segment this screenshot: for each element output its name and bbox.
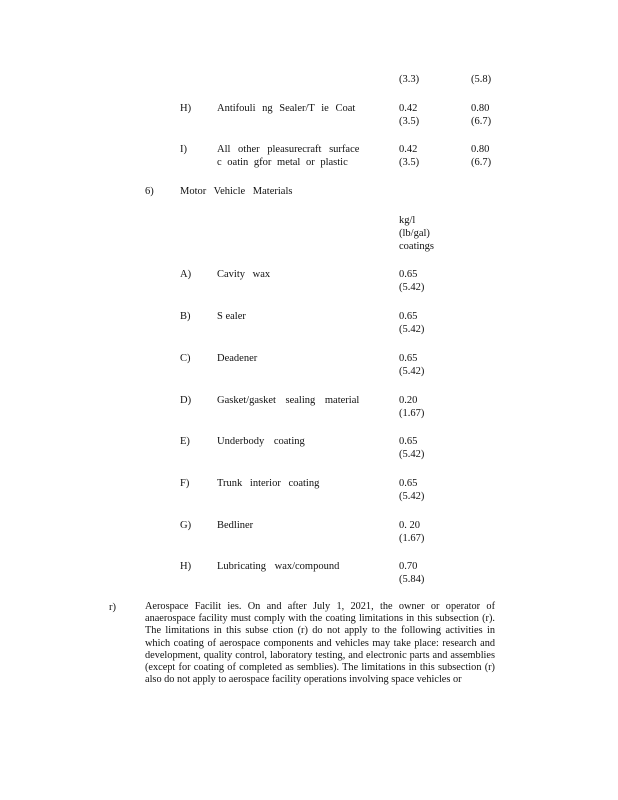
value-2a: 0.80 — [471, 144, 490, 155]
item-value-1: 0.65 — [399, 311, 418, 322]
item-text-line2: c oatin gfor metal or plastic — [217, 157, 348, 168]
item-label: E) — [180, 436, 190, 447]
item-label: G) — [180, 520, 192, 531]
item-value-2: (1.67) — [399, 533, 425, 544]
item-label: B) — [180, 311, 191, 322]
item-text: Deadener — [217, 353, 258, 364]
item-label: I) — [180, 144, 187, 155]
item-text: Cavity wax — [217, 269, 271, 280]
section-label: r) — [109, 602, 116, 613]
value-1a: 0.42 — [399, 144, 418, 155]
item-value-2: (5.42) — [399, 366, 425, 377]
section-number: 6) — [145, 186, 154, 197]
item-value-2: (5.42) — [399, 449, 425, 460]
item-value-1: 0. 20 — [399, 520, 420, 531]
item-value-2: (1.67) — [399, 408, 425, 419]
item-value-1: 0.20 — [399, 395, 418, 406]
item-label: H) — [180, 103, 192, 114]
item-text: Gasket/gasket sealing material — [217, 395, 360, 406]
value-2b: (6.7) — [471, 116, 492, 127]
value-1a: 0.42 — [399, 103, 418, 114]
top-value-2: (5.8) — [471, 74, 492, 85]
item-label: D) — [180, 395, 192, 406]
value-1b: (3.5) — [399, 157, 420, 168]
item-label: C) — [180, 353, 191, 364]
item-value-1: 0.65 — [399, 353, 418, 364]
section-paragraph: Aerospace Facilit ies. On and after July 1, 2021, the owner or operator of anaerospace facility must comply with the coating limitations in this subsection (r). The limitations in this subse ction (r) do not apply to the following activities in which coating of aerospace components and vehicles may take place: research and development, quality control, laboratory testing, and electronic parts and assemblies (except for coating of completed as semblies). The limitations in this subsection (r) also do not apply to aerospace facility operations involving space vehicles or — [145, 601, 495, 686]
units-line-2: (lb/gal) — [399, 228, 430, 239]
item-text: Trunk interior coating — [217, 478, 320, 489]
units-line-3: coatings — [399, 241, 434, 252]
value-2a: 0.80 — [471, 103, 490, 114]
item-label: F) — [180, 478, 190, 489]
item-value-2: (5.42) — [399, 324, 425, 335]
item-value-2: (5.84) — [399, 574, 425, 585]
item-value-2: (5.42) — [399, 282, 425, 293]
item-label: A) — [180, 269, 192, 280]
item-value-1: 0.70 — [399, 561, 418, 572]
value-1b: (3.5) — [399, 116, 420, 127]
section-title: Motor Vehicle Materials — [180, 186, 293, 197]
item-text: S ealer — [217, 311, 246, 322]
item-label: H) — [180, 561, 192, 572]
value-2b: (6.7) — [471, 157, 492, 168]
item-text: Underbody coating — [217, 436, 305, 447]
item-value-2: (5.42) — [399, 491, 425, 502]
top-value-1: (3.3) — [399, 74, 420, 85]
item-text: Lubricating wax/compound — [217, 561, 340, 572]
item-text-line1: All other pleasurecraft surface — [217, 144, 360, 155]
item-value-1: 0.65 — [399, 269, 418, 280]
item-value-1: 0.65 — [399, 436, 418, 447]
item-text: Antifouli ng Sealer/T ie Coat — [217, 103, 356, 114]
item-text: Bedliner — [217, 520, 254, 531]
item-value-1: 0.65 — [399, 478, 418, 489]
units-line-1: kg/l — [399, 215, 416, 226]
